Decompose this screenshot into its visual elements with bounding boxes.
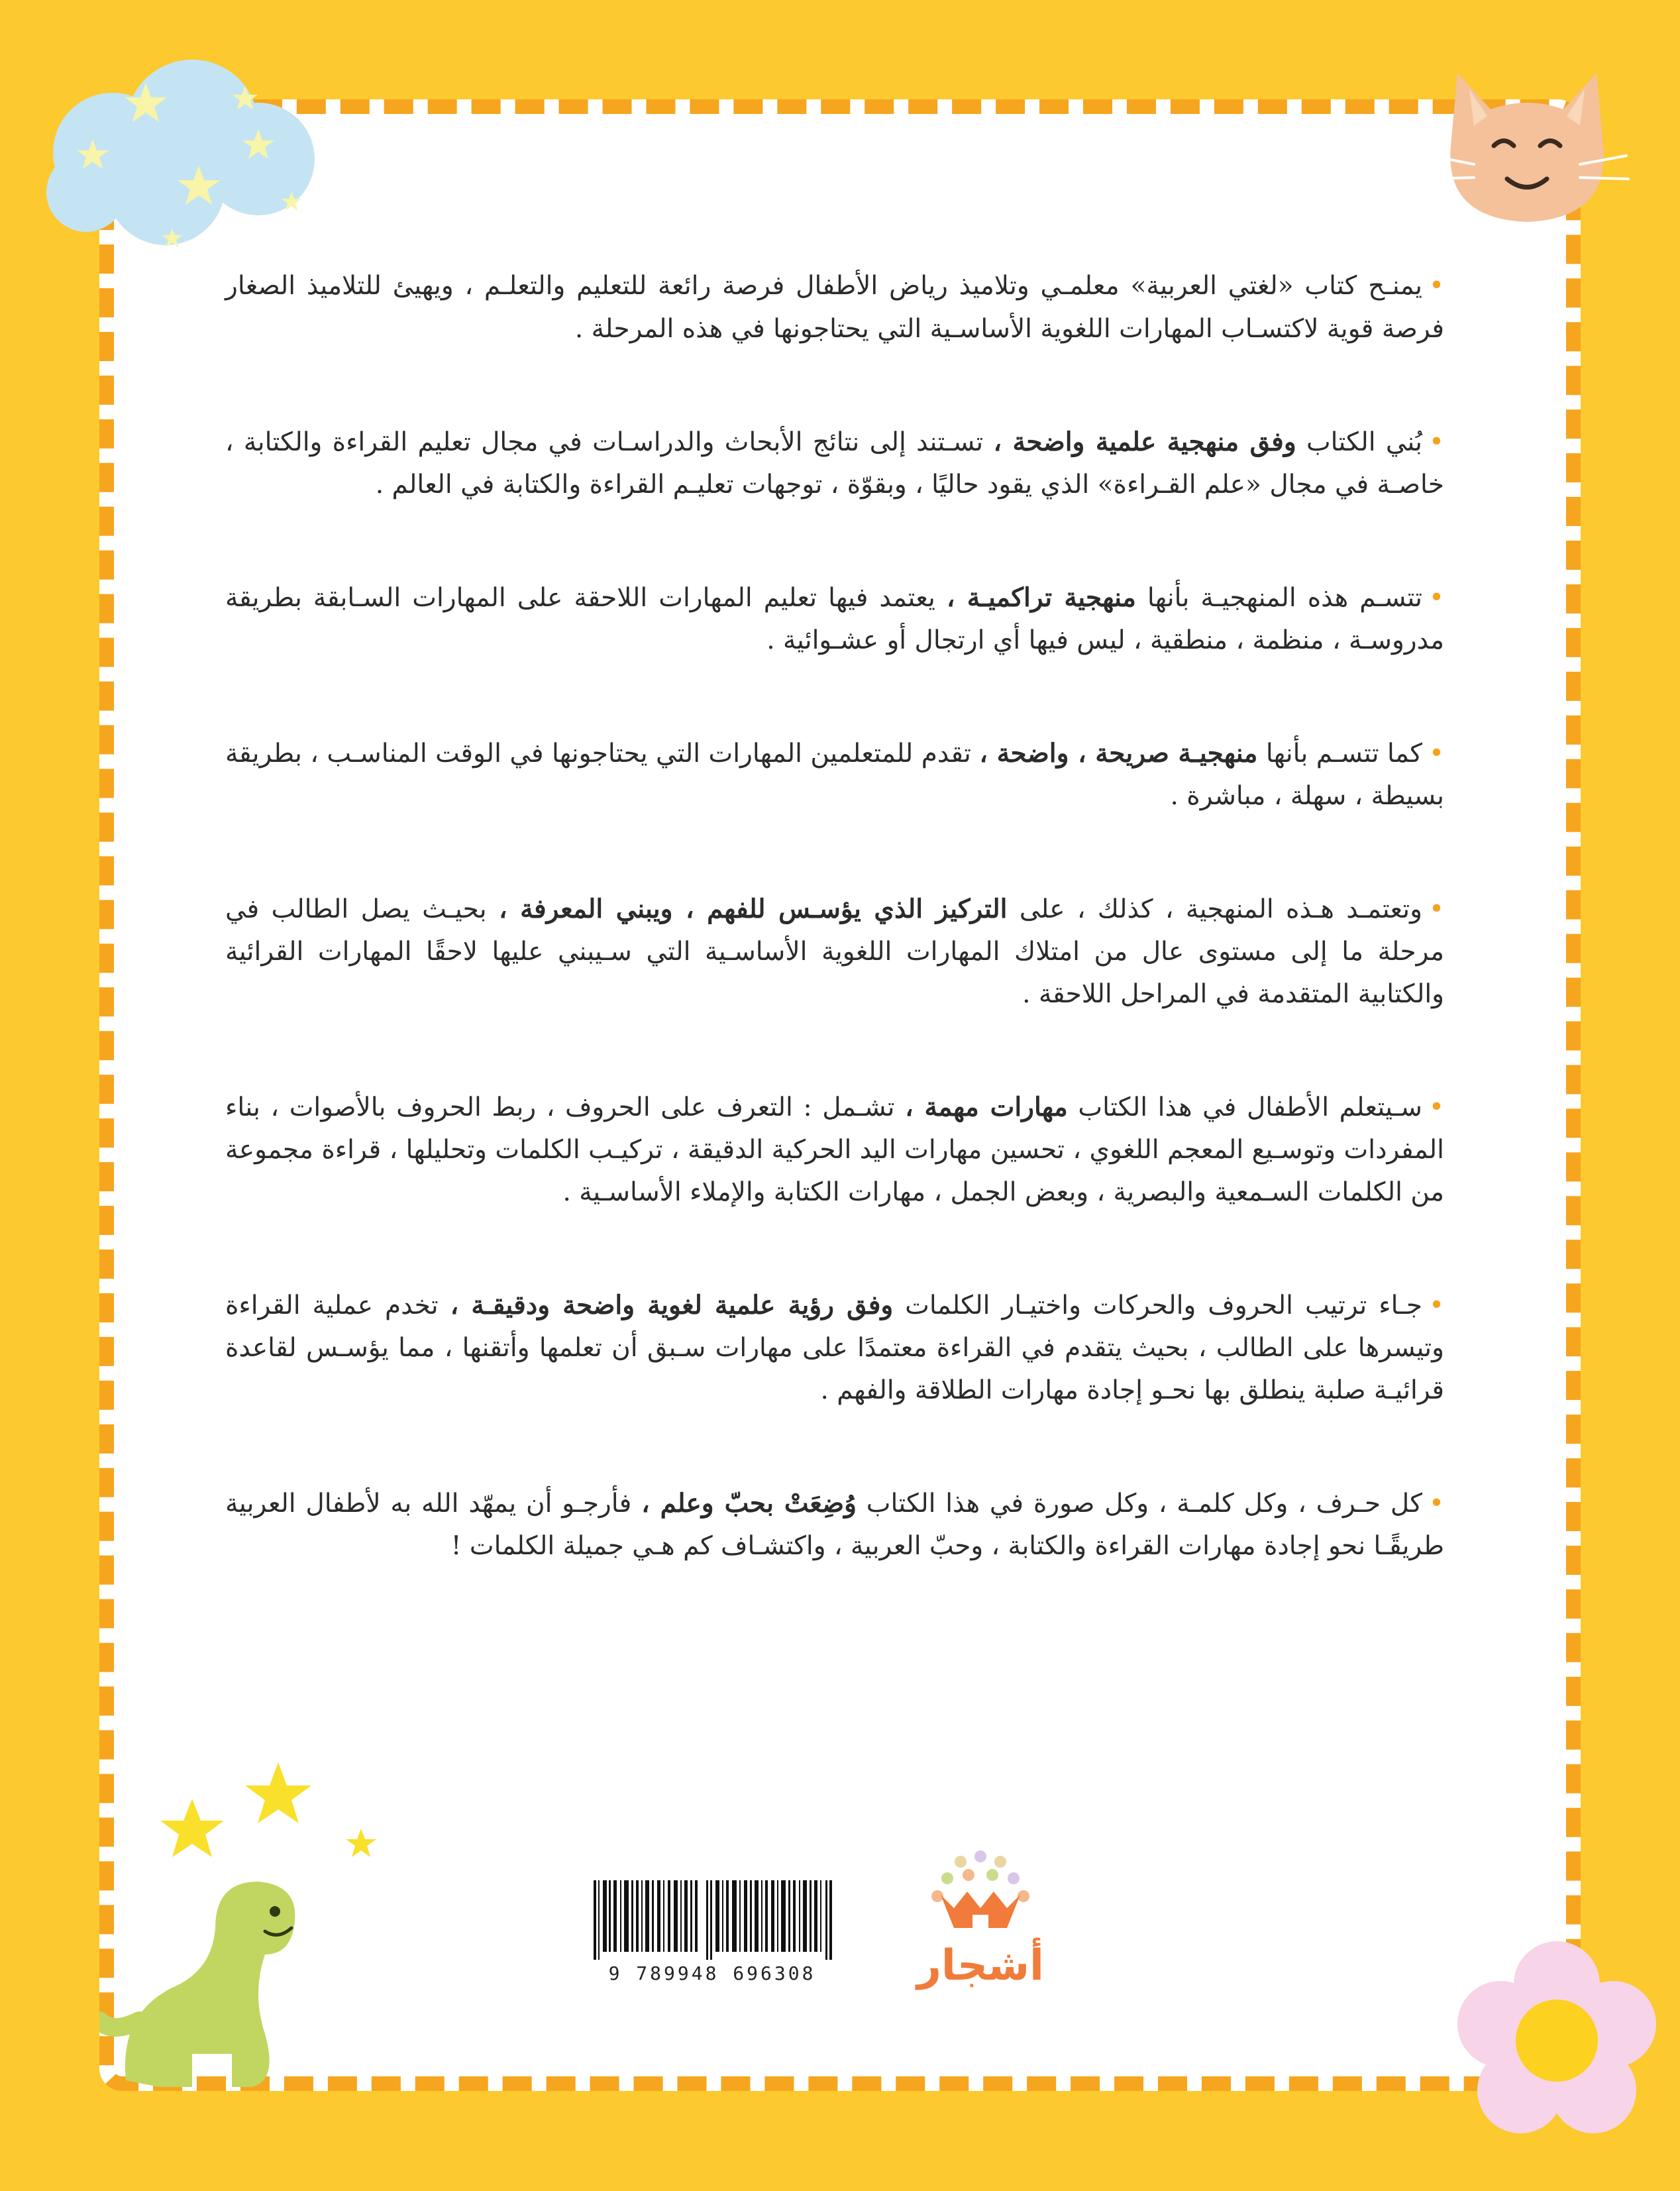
bullet-dot: • [1428, 894, 1444, 924]
paragraph [225, 1086, 1444, 1214]
paragraph [225, 1284, 1444, 1412]
paragraph-text: كل حـرف ، وكل كلمـة ، وكل صورة في هذا الكتاب [856, 1489, 1422, 1519]
paragraph-bold: منهجيـة صريحة ، واضحة ، [979, 738, 1258, 769]
paragraph [225, 265, 1444, 350]
paragraph-text: تشـمل : التعرف على الحروف ، ربط الحروف بالأصوات ، بناء المفردات وتوسـيع المعجم اللغوي ، تحسين مهارات اليد الحركية الدقيقة ، تركيـب الكلمات وتحليلها ، قراءة مجموعة من الكلمات السـمعية والبصرية ، وبعض الجمل ، مهارات الكتابة والإملاء الأساسـية . [225, 1093, 1444, 1207]
paragraph-text: بحيـث يصل الطالب في مرحلة ما إلى مستوى عال من امتلاك المهارات اللغوية الأساسـية التي سـيبني عليها لاحقًا المهارات القرائية والكتابية المتقدمة في المراحل اللاحقة . [225, 894, 1444, 1009]
bullet-dot: • [1429, 739, 1445, 769]
paragraph-text: تخدم عملية القراءة وتيسرها على الطالب ، بحيث يتقدم في القراءة معتمدًا على مهارات سـبق أن تعلمها وأتقنها ، مما يؤسـس لقاعدة قرائيـة صلبة ينطلق بها نحـو إجادة مهارات الطلاقة والفهم . [225, 1291, 1444, 1405]
paragraph-bold: منهجية تراكميـة ، [946, 582, 1136, 613]
paragraph-text: بُني الكتاب [1296, 427, 1422, 457]
paragraph-text: يمنـح كتاب «لغتي العربية» معلمـي وتلاميذ رياض الأطفال فرصة رائعة للتعليم والتعلـم ، ويهيئ للتلاميذ الصغار فرصة قوية لاكتسـاب المهارات اللغوية الأساسـية التي يحتاجونها في هذه المرحلة . [225, 271, 1444, 344]
flower-icon [1457, 1941, 1656, 2140]
barcode [570, 1868, 855, 1994]
paragraph-bold: وُضِعَتْ بحبّ وعلم ، [641, 1488, 857, 1519]
paragraph [225, 1482, 1444, 1568]
paragraph [225, 888, 1444, 1016]
publisher-logo [914, 1848, 1047, 2001]
paragraph-bold: التركيز الذي يؤسـس للفهم ، ويبني المعرفة ، [499, 894, 1008, 924]
barcode-number: 9 789948 696308 [608, 1962, 816, 1984]
bullet-dot: • [1429, 1093, 1445, 1122]
paragraph-text: فأرجـو أن يمهّد الله به لأطفال العربية طريقًـا نحو إجادة مهارات القراءة والكتابة ، وحبّ العربية ، واكتشـاف كم هـي جميلة الكلمات ! [225, 1489, 1444, 1561]
bullet-dot: • [1428, 271, 1444, 301]
paragraph [225, 421, 1444, 506]
paragraph-text: وتعتمـد هـذه المنهجية ، كذلك ، على [1007, 894, 1422, 924]
cat-face-icon [1418, 46, 1636, 245]
paragraph-text: تسـتند إلى نتائج الأبحاث والدراسـات في مجال تعليم القراءة والكتابة ، خاصـة في مجال «علم القـراءة» الذي يقود حاليًا ، وبقوّة ، توجهات تعليـم القراءة والكتابة في العالم . [225, 427, 1444, 500]
paragraph-text: تقدم للمتعلمين المهارات التي يحتاجونها في الوقت المناسـب ، بطريقة بسيطة ، سهلة ، مباشرة . [225, 739, 1444, 811]
publisher-name: أشجار [917, 1941, 1044, 1990]
paragraph-text: كما تتسـم بأنها [1257, 739, 1423, 769]
paragraph-bold: مهارات مهمة ، [905, 1092, 1068, 1122]
cloud-stars-icon [33, 53, 325, 252]
intro-text [225, 265, 1444, 1638]
tree-logo-icon [914, 1848, 1047, 1941]
paragraph [225, 732, 1444, 818]
bullet-dot: • [1428, 1291, 1444, 1320]
paragraph-bold: وفق منهجية علمية واضحة ، [993, 427, 1296, 457]
paragraph-text: يعتمد فيها تعليم المهارات اللاحقة على المهارات السـابقة بطريقة مدروسـة ، منظمة ، منطقية ، ليس فيها أي ارتجال أو عشـوائية . [225, 583, 1444, 655]
paragraph-bold: وفق رؤية علمية لغوية واضحة ودقيقـة ، [450, 1290, 894, 1320]
dinosaur-icon [99, 1822, 338, 2100]
bullet-dot: • [1428, 427, 1444, 457]
paragraph-text: جـاء ترتيب الحروف والحركات واختيـار الكلمات [893, 1291, 1422, 1320]
paragraph [225, 576, 1444, 662]
bullet-dot: • [1428, 1489, 1444, 1519]
paragraph-text: تتسـم هذه المنهجيـة بأنها [1135, 583, 1422, 613]
paragraph-text: سـيتعلم الأطفال في هذا الكتاب [1067, 1093, 1422, 1122]
barcode-bars-icon [594, 1880, 832, 1960]
bullet-dot: • [1429, 583, 1445, 613]
